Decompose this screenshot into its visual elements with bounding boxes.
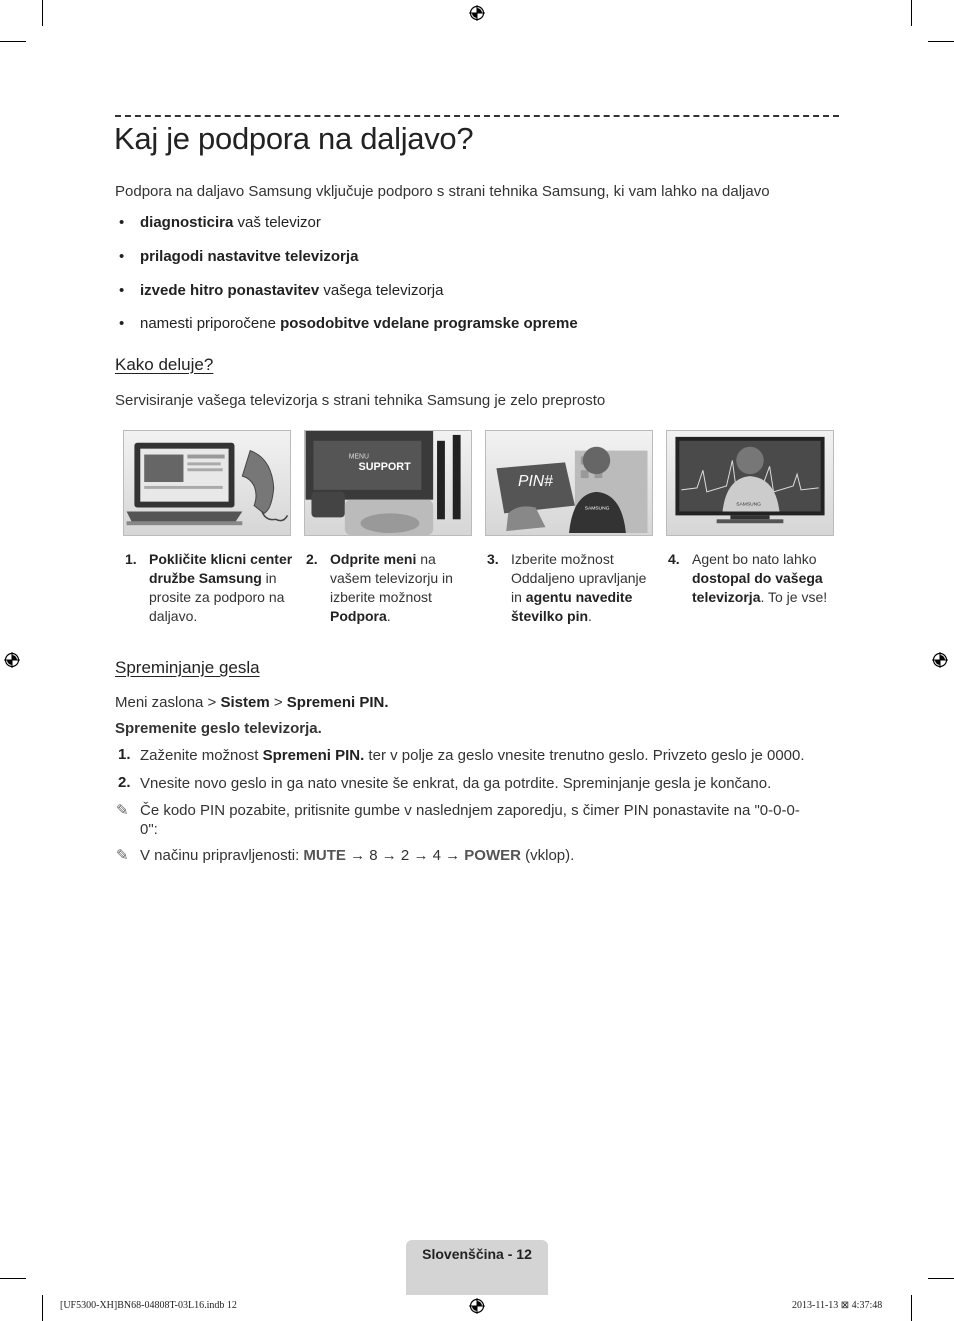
list-item: • izvede hitro ponastavitev vašega televizorja — [119, 282, 444, 299]
note-text-part: (vklop). — [520, 847, 575, 864]
bullet-text: namesti priporočene — [140, 315, 281, 332]
menu-path-bold: Spremeni PIN. — [286, 694, 389, 711]
step-text: na vašem televizorju in izberite možnost — [330, 551, 453, 605]
step-number: 3. — [487, 551, 499, 567]
registration-mark-icon — [469, 5, 485, 21]
item-bold: Spremeni PIN. — [262, 747, 365, 764]
tv-agent-illustration — [666, 430, 834, 536]
mute-key: MUTE — [303, 847, 346, 864]
note-icon: ✎ — [116, 802, 129, 819]
menu-path-text: > — [269, 694, 287, 711]
step-text: . To je vse! — [760, 589, 828, 605]
samsung-label: SAMSUNG — [736, 502, 761, 508]
print-slug-right: 2013-11-13 ⊠ 4:37:48 — [792, 1300, 883, 1311]
crop-mark — [928, 1278, 954, 1279]
crop-mark — [911, 0, 912, 26]
pin-label: PIN# — [517, 472, 553, 490]
menu-path-bold: Sistem — [220, 694, 270, 711]
menu-label: MENU — [348, 453, 369, 461]
step-3 — [487, 550, 657, 626]
step-number: 4. — [668, 551, 680, 567]
page-title: Kaj je podpora na daljavo? — [114, 121, 474, 156]
step-bold: Odprite meni — [330, 551, 417, 567]
bullet-bold: posodobitve vdelane programske opreme — [280, 315, 578, 332]
tv-menu-support-illustration — [304, 430, 472, 536]
step-text: Izberite možnost Oddaljeno upravljanje in — [511, 551, 647, 605]
step-bold: agentu navedite številko pin — [511, 589, 633, 624]
bullet-text: vašega televizorja — [319, 282, 444, 299]
step-text: . — [386, 608, 391, 624]
list-item — [140, 746, 805, 765]
step-bold: dostopal do vašega televizorja — [692, 570, 823, 605]
page-number-badge — [406, 1240, 548, 1295]
note-text — [140, 846, 574, 865]
list-item: • diagnosticira vaš televizor — [119, 214, 321, 231]
step-text: Agent bo nato lahko — [692, 551, 817, 567]
print-slug-left: [UF5300-XH]BN68-04808T-03L16.indb 12 — [60, 1300, 237, 1311]
registration-mark-icon — [932, 652, 948, 668]
section-text: Servisiranje vašega televizorja s strani tehnika Samsung je zelo preprosto — [115, 392, 606, 409]
laptop-phone-illustration — [123, 430, 291, 536]
subheading: Spremenite geslo televizorja. — [115, 720, 322, 737]
menu-path — [115, 693, 389, 712]
intro-text: Podpora na daljavo Samsung vključuje podporo s strani tehnika Samsung, ki vam lahko na daljavo — [115, 183, 770, 200]
note-text-part: → 8 → 2 → 4 → — [345, 847, 465, 864]
note-text: 0": — [140, 821, 158, 838]
crop-mark — [0, 1278, 26, 1279]
note-icon: ✎ — [116, 847, 129, 864]
note-text-part: V načinu pripravljenosti: — [140, 847, 304, 864]
step-number: 2. — [306, 551, 318, 567]
crop-mark — [42, 0, 43, 26]
crop-mark — [42, 1295, 43, 1321]
power-key: POWER — [464, 847, 521, 864]
item-number: 2. — [118, 774, 131, 791]
step-bold: Podpora — [330, 608, 387, 624]
registration-mark-icon — [469, 1298, 485, 1314]
bullet-text: vaš televizor — [233, 214, 321, 231]
section-heading-change-password: Spreminjanje gesla — [115, 658, 260, 677]
bullet-bold: izvede hitro ponastavitev — [140, 282, 320, 299]
page-number: Slovenščina - 12 — [422, 1246, 532, 1262]
crop-mark — [0, 41, 26, 42]
step-2 — [306, 550, 476, 626]
section-heading-how-it-works: Kako deluje? — [115, 355, 214, 374]
crop-mark — [911, 1295, 912, 1321]
list-item: • namesti priporočene posodobitve vdelane programske opreme — [119, 315, 578, 332]
title-rule — [115, 115, 839, 117]
bullet-bold: diagnosticira — [140, 214, 234, 231]
note-text: Če kodo PIN pozabite, pritisnite gumbe v naslednjem zaporedju, s čimer PIN ponastavite na "0-0-0- — [140, 802, 800, 819]
step-number: 1. — [125, 551, 137, 567]
item-number: 1. — [118, 746, 131, 763]
registration-mark-icon — [4, 652, 20, 668]
pin-agent-illustration — [485, 430, 653, 536]
item-text: Zaženite možnost — [140, 747, 263, 764]
list-item: • prilagodi nastavitve televizorja — [119, 248, 359, 265]
step-text: . — [588, 608, 592, 624]
step-bold: Pokličite klicni center družbe Samsung — [149, 551, 293, 586]
bullet-bold: prilagodi nastavitve televizorja — [140, 248, 359, 265]
step-text: in prosite za podporo na daljavo. — [149, 570, 285, 624]
menu-path-text: Meni zaslona > — [115, 694, 221, 711]
crop-mark — [928, 41, 954, 42]
samsung-label: SAMSUNG — [584, 506, 610, 512]
step-4 — [668, 550, 838, 607]
support-label: SUPPORT — [358, 461, 411, 474]
list-item: Vnesite novo geslo in ga nato vnesite še enkrat, da ga potrdite. Spreminjanje gesla je končano. — [140, 775, 772, 792]
item-text: ter v polje za geslo vnesite trenutno geslo. Privzeto geslo je 0000. — [364, 747, 805, 764]
step-1 — [125, 550, 295, 626]
